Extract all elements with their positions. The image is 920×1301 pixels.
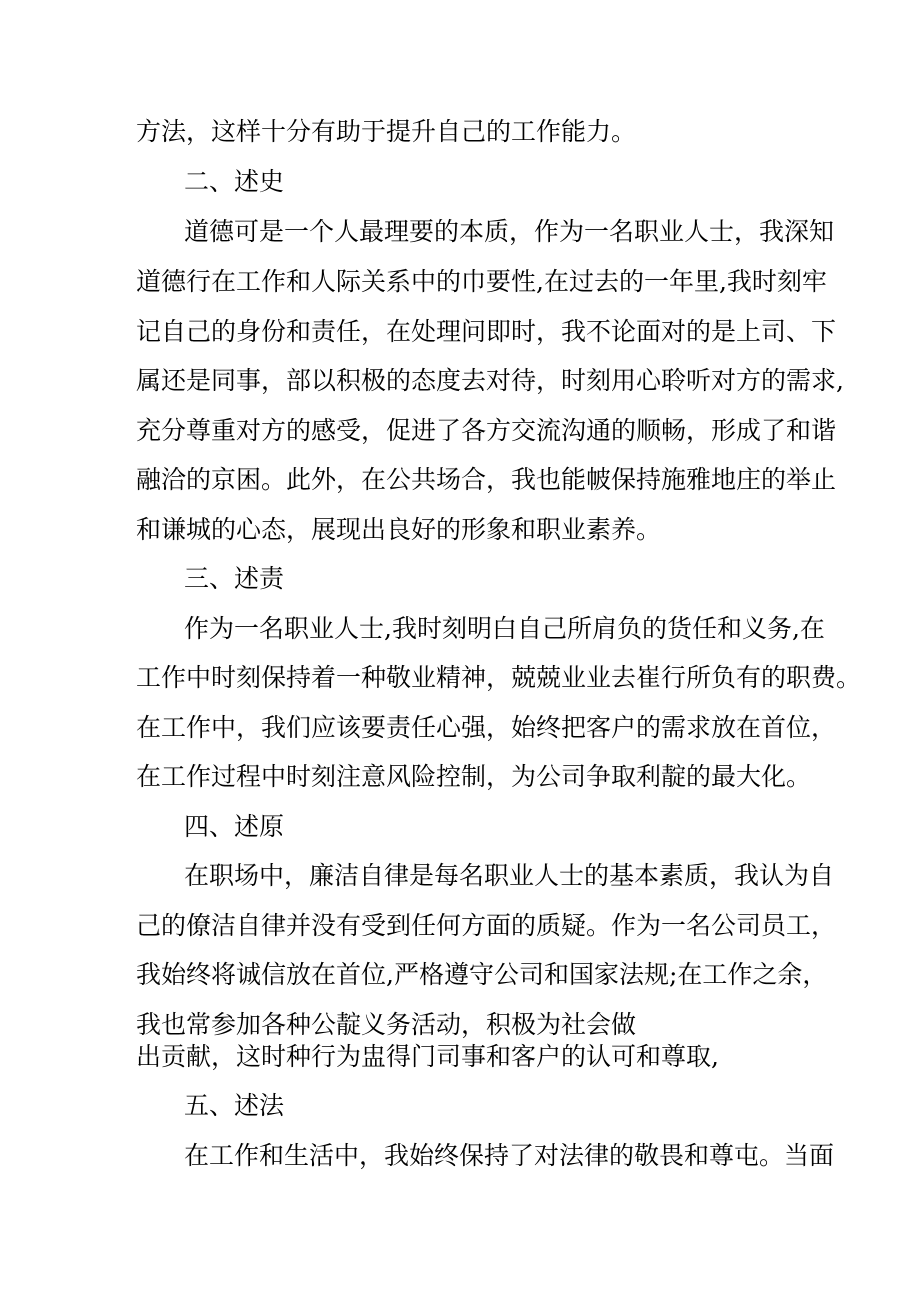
paragraph-line: 在工作中，我们应该要责任心强，始终把客户的需求放在首位， (136, 713, 837, 742)
paragraph-line: 记自己的身份和责任，在处理问即时，我不论面对的是上司、下 (136, 317, 837, 346)
section-heading: 二、述史 (184, 167, 285, 196)
paragraph-line: 道德行在工作和人际关系中的巾要性,在过去的一年里,我时刻牢 (136, 267, 827, 296)
paragraph-line: 己的僚洁自律并没有受到任何方面的质疑。作为一名公司员工， (136, 911, 837, 940)
paragraph-line: 属还是同事，部以积极的态度去对待，时刻用心聆听对方的需求, (136, 366, 844, 395)
paragraph-line: 作为一名职业人士,我时刻明白自己所肩负的货任和义务,在 (184, 614, 825, 643)
paragraph-line: 在工作和生活中，我始终保持了对法律的敬畏和尊屯。当面 (184, 1141, 835, 1170)
paragraph-line: 充分尊重对方的感受，促进了各方交流沟通的顺畅，形成了和谐 (136, 416, 837, 445)
paragraph-line: 道德可是一个人最理要的本质，作为一名职业人士，我深知 (184, 217, 835, 246)
paragraph-line: 方法，这样十分有助于提升自己的工作能力。 (136, 117, 637, 146)
section-heading: 四、述原 (184, 812, 285, 841)
paragraph-line: 在工作过程中时刻注意风险控制，为公司争取利靛的最大化。 (136, 762, 812, 791)
paragraph-line: 出贡献，这时种行为盅得门司事和客户的认可和尊取, (136, 1042, 719, 1071)
section-heading: 五、述法 (184, 1091, 285, 1120)
paragraph-line: 我始终将诚信放在首位,严格遵守公司和国家法规;在工作之余， (136, 960, 828, 989)
paragraph-line: 和谦城的心态，展现出良好的形象和职业素养。 (136, 515, 662, 544)
paragraph-line: 工作中时刻保持着一种敬业精神，兢兢业业去崔行所负有的职费。 (136, 663, 862, 692)
section-heading: 三、述责 (184, 564, 285, 593)
paragraph-line: 融洽的京困。此外，在公共场合，我也能帔保持施雅地庄的举止 (136, 465, 837, 494)
paragraph-line: 在职场中，廉洁自律是每名职业人士的基本素质，我认为自 (184, 861, 835, 890)
paragraph-line: 我也常参加各种公靛义务活动，积极为社会做 (136, 1010, 637, 1039)
